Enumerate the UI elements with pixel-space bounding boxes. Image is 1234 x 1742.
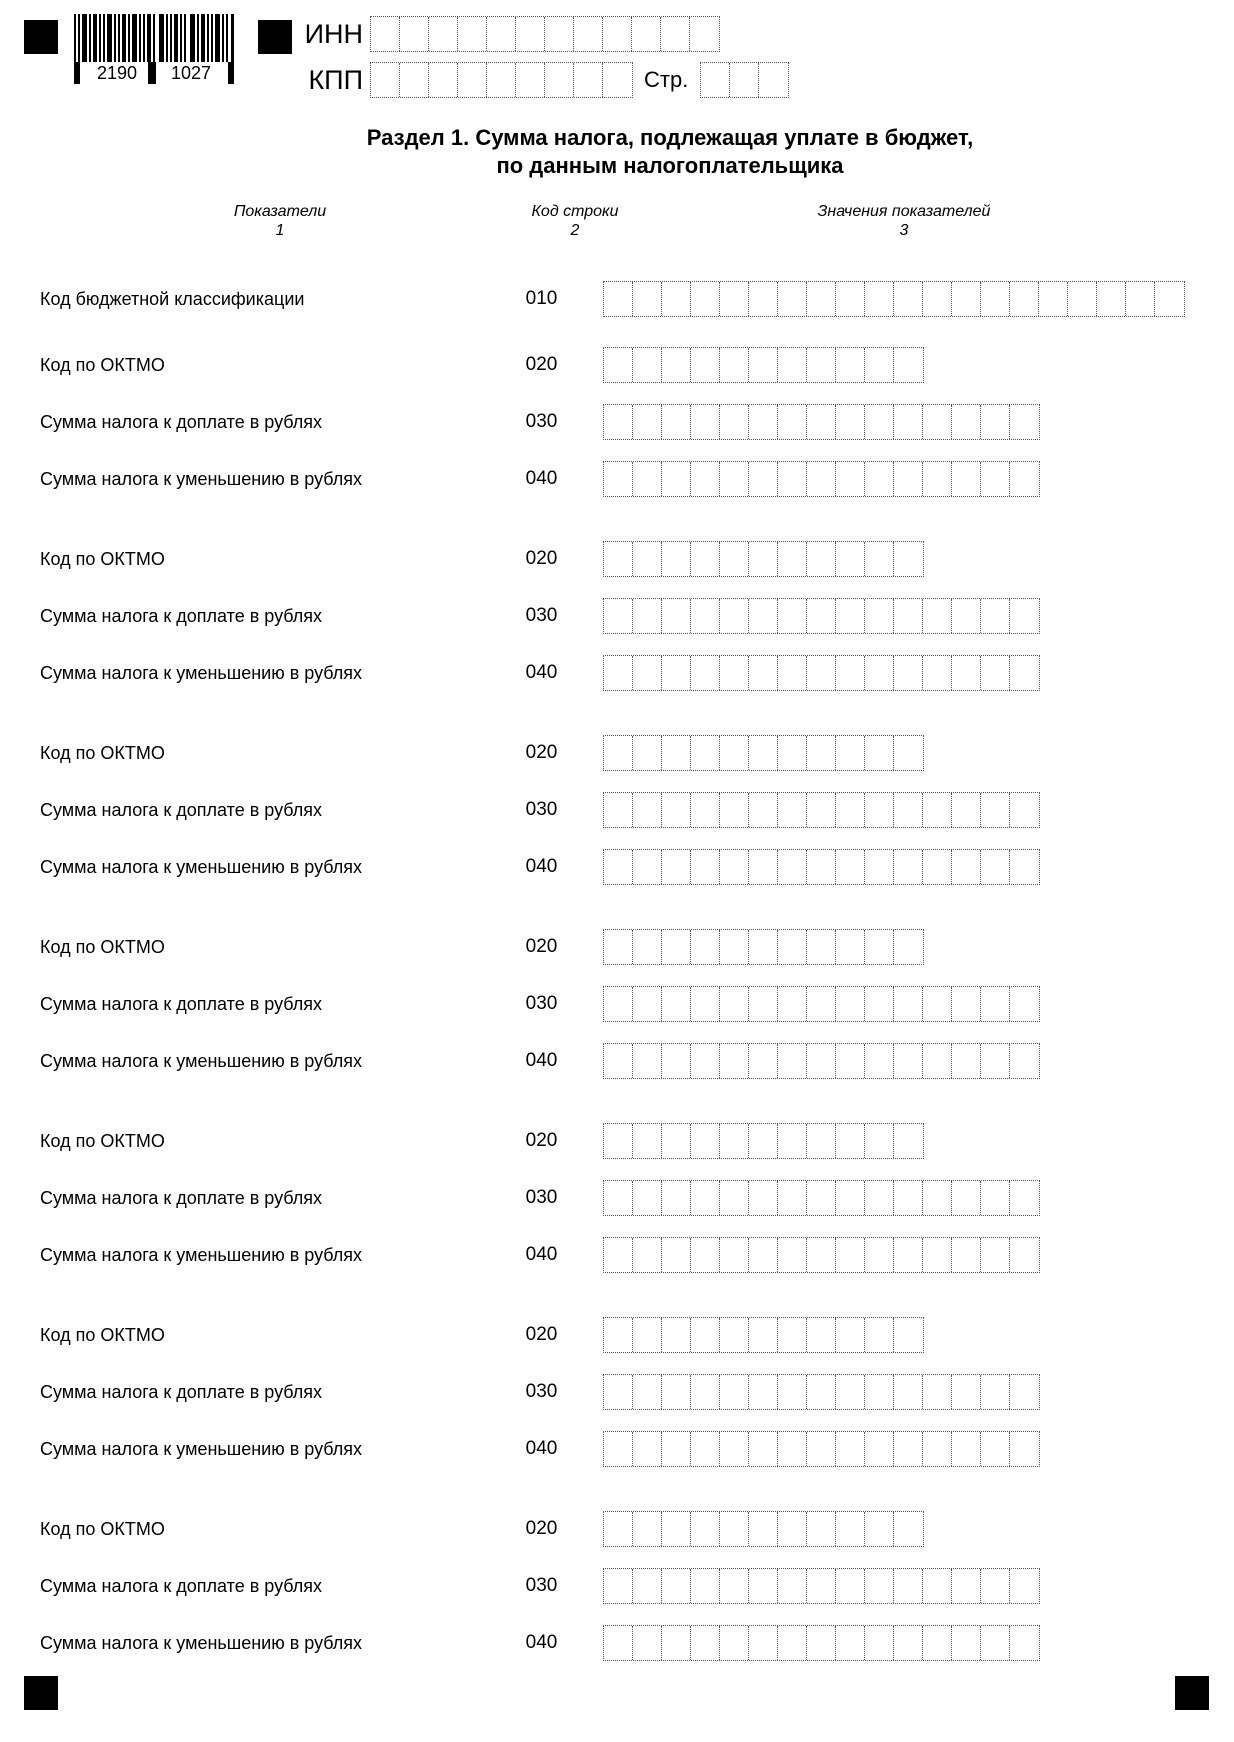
row-label: Сумма налога к доплате в рублях [40, 605, 323, 626]
row-line-code: 020 [525, 1518, 558, 1539]
row-value-field[interactable] [603, 1043, 1040, 1079]
row-label: Сумма налога к доплате в рублях [40, 1187, 323, 1208]
section-title [0, 124, 1234, 180]
row-value-field[interactable] [603, 1317, 924, 1353]
table-row [0, 404, 1234, 440]
row-value-field[interactable] [603, 347, 924, 383]
column-header-number: 2 [570, 222, 580, 239]
table-row [0, 347, 1234, 383]
table-row [0, 598, 1234, 634]
row-line-code: 020 [525, 354, 558, 375]
table-row [0, 1317, 1234, 1353]
row-line-code: 040 [525, 1050, 558, 1071]
inn-field[interactable] [370, 16, 720, 52]
registration-mark-top-left [24, 20, 58, 54]
row-line-code: 030 [525, 799, 558, 820]
column-header-number: 1 [275, 222, 285, 239]
row-label: Сумма налога к уменьшению в рублях [40, 1438, 363, 1459]
column-header-number: 3 [899, 222, 909, 239]
row-label: Код бюджетной классификации [40, 288, 305, 309]
row-label: Сумма налога к уменьшению в рублях [40, 662, 363, 683]
barcode-stub [228, 62, 234, 84]
page-number-field[interactable] [700, 62, 789, 98]
row-value-field[interactable] [603, 281, 1185, 317]
row-line-code: 010 [525, 288, 558, 309]
row-label: Код по ОКТМО [40, 548, 165, 569]
row-value-field[interactable] [603, 1511, 924, 1547]
column-header-label: Показатели [233, 203, 327, 220]
row-line-code: 020 [525, 742, 558, 763]
row-line-code: 020 [525, 936, 558, 957]
table-row [0, 849, 1234, 885]
row-label: Код по ОКТМО [40, 1130, 165, 1151]
row-label: Сумма налога к уменьшению в рублях [40, 468, 363, 489]
row-line-code: 020 [525, 548, 558, 569]
row-label: Сумма налога к доплате в рублях [40, 993, 323, 1014]
row-label: Код по ОКТМО [40, 1324, 165, 1345]
registration-mark-bottom-right [1175, 1676, 1209, 1710]
row-label: Сумма налога к доплате в рублях [40, 411, 323, 432]
table-row [0, 1237, 1234, 1273]
row-label: Сумма налога к доплате в рублях [40, 1575, 323, 1596]
kpp-field[interactable] [370, 62, 633, 98]
row-label: Сумма налога к уменьшению в рублях [40, 1244, 363, 1265]
row-label: Код по ОКТМО [40, 354, 165, 375]
row-label: Сумма налога к уменьшению в рублях [40, 856, 363, 877]
table-row [0, 1180, 1234, 1216]
barcode-number-left: 2190 [94, 62, 140, 84]
row-label: Код по ОКТМО [40, 742, 165, 763]
form-table [0, 281, 1234, 1705]
row-line-code: 030 [525, 1187, 558, 1208]
table-row [0, 281, 1234, 317]
row-value-field[interactable] [603, 1180, 1040, 1216]
table-row [0, 735, 1234, 771]
row-value-field[interactable] [603, 461, 1040, 497]
table-row [0, 792, 1234, 828]
row-value-field[interactable] [603, 1374, 1040, 1410]
row-line-code: 040 [525, 662, 558, 683]
table-row [0, 1374, 1234, 1410]
column-header-indicators [130, 202, 430, 240]
row-value-field[interactable] [603, 1431, 1040, 1467]
row-line-code: 030 [525, 411, 558, 432]
row-value-field[interactable] [603, 792, 1040, 828]
row-line-code: 030 [525, 993, 558, 1014]
row-label: Код по ОКТМО [40, 936, 165, 957]
row-value-field[interactable] [603, 929, 924, 965]
column-header-label: Значения показателей [817, 203, 991, 220]
row-line-code: 030 [525, 1575, 558, 1596]
section-title-line1: Раздел 1. Сумма налога, подлежащая уплате в бюджет, [366, 125, 974, 150]
table-row [0, 1043, 1234, 1079]
row-line-code: 030 [525, 1381, 558, 1402]
table-row [0, 929, 1234, 965]
column-header-values [754, 202, 1054, 240]
row-line-code: 040 [525, 856, 558, 877]
page-number-label: Стр. [644, 67, 689, 92]
row-value-field[interactable] [603, 1568, 1040, 1604]
row-value-field[interactable] [603, 735, 924, 771]
row-value-field[interactable] [603, 849, 1040, 885]
inn-label: ИНН [304, 19, 363, 49]
row-label: Сумма налога к доплате в рублях [40, 799, 323, 820]
section-title-line2: по данным налогоплательщика [496, 153, 844, 178]
table-row [0, 1568, 1234, 1604]
row-value-field[interactable] [603, 1123, 924, 1159]
column-header-line-code [495, 202, 655, 240]
row-value-field[interactable] [603, 598, 1040, 634]
column-header-label: Код строки [531, 203, 619, 220]
table-row [0, 1123, 1234, 1159]
registration-mark-top-middle [258, 20, 292, 54]
row-label: Сумма налога к доплате в рублях [40, 1381, 323, 1402]
barcode-number [80, 62, 228, 84]
row-line-code: 040 [525, 1632, 558, 1653]
row-value-field[interactable] [603, 655, 1040, 691]
row-line-code: 030 [525, 605, 558, 626]
form-barcode-icon [74, 14, 234, 62]
row-value-field[interactable] [603, 1237, 1040, 1273]
row-line-code: 040 [525, 1244, 558, 1265]
row-line-code: 020 [525, 1130, 558, 1151]
row-line-code: 040 [525, 468, 558, 489]
row-value-field[interactable] [603, 1625, 1040, 1661]
row-line-code: 020 [525, 1324, 558, 1345]
registration-mark-bottom-left [24, 1676, 58, 1710]
table-row [0, 1625, 1234, 1661]
table-row [0, 1431, 1234, 1467]
row-label: Сумма налога к уменьшению в рублях [40, 1632, 363, 1653]
table-row [0, 1511, 1234, 1547]
row-label: Сумма налога к уменьшению в рублях [40, 1050, 363, 1071]
row-value-field[interactable] [603, 541, 924, 577]
table-row [0, 461, 1234, 497]
row-label: Код по ОКТМО [40, 1518, 165, 1539]
table-row [0, 986, 1234, 1022]
barcode-number-right: 1027 [168, 62, 214, 84]
row-value-field[interactable] [603, 404, 1040, 440]
row-line-code: 040 [525, 1438, 558, 1459]
table-row [0, 541, 1234, 577]
kpp-label: КПП [308, 65, 363, 95]
row-value-field[interactable] [603, 986, 1040, 1022]
table-row [0, 655, 1234, 691]
